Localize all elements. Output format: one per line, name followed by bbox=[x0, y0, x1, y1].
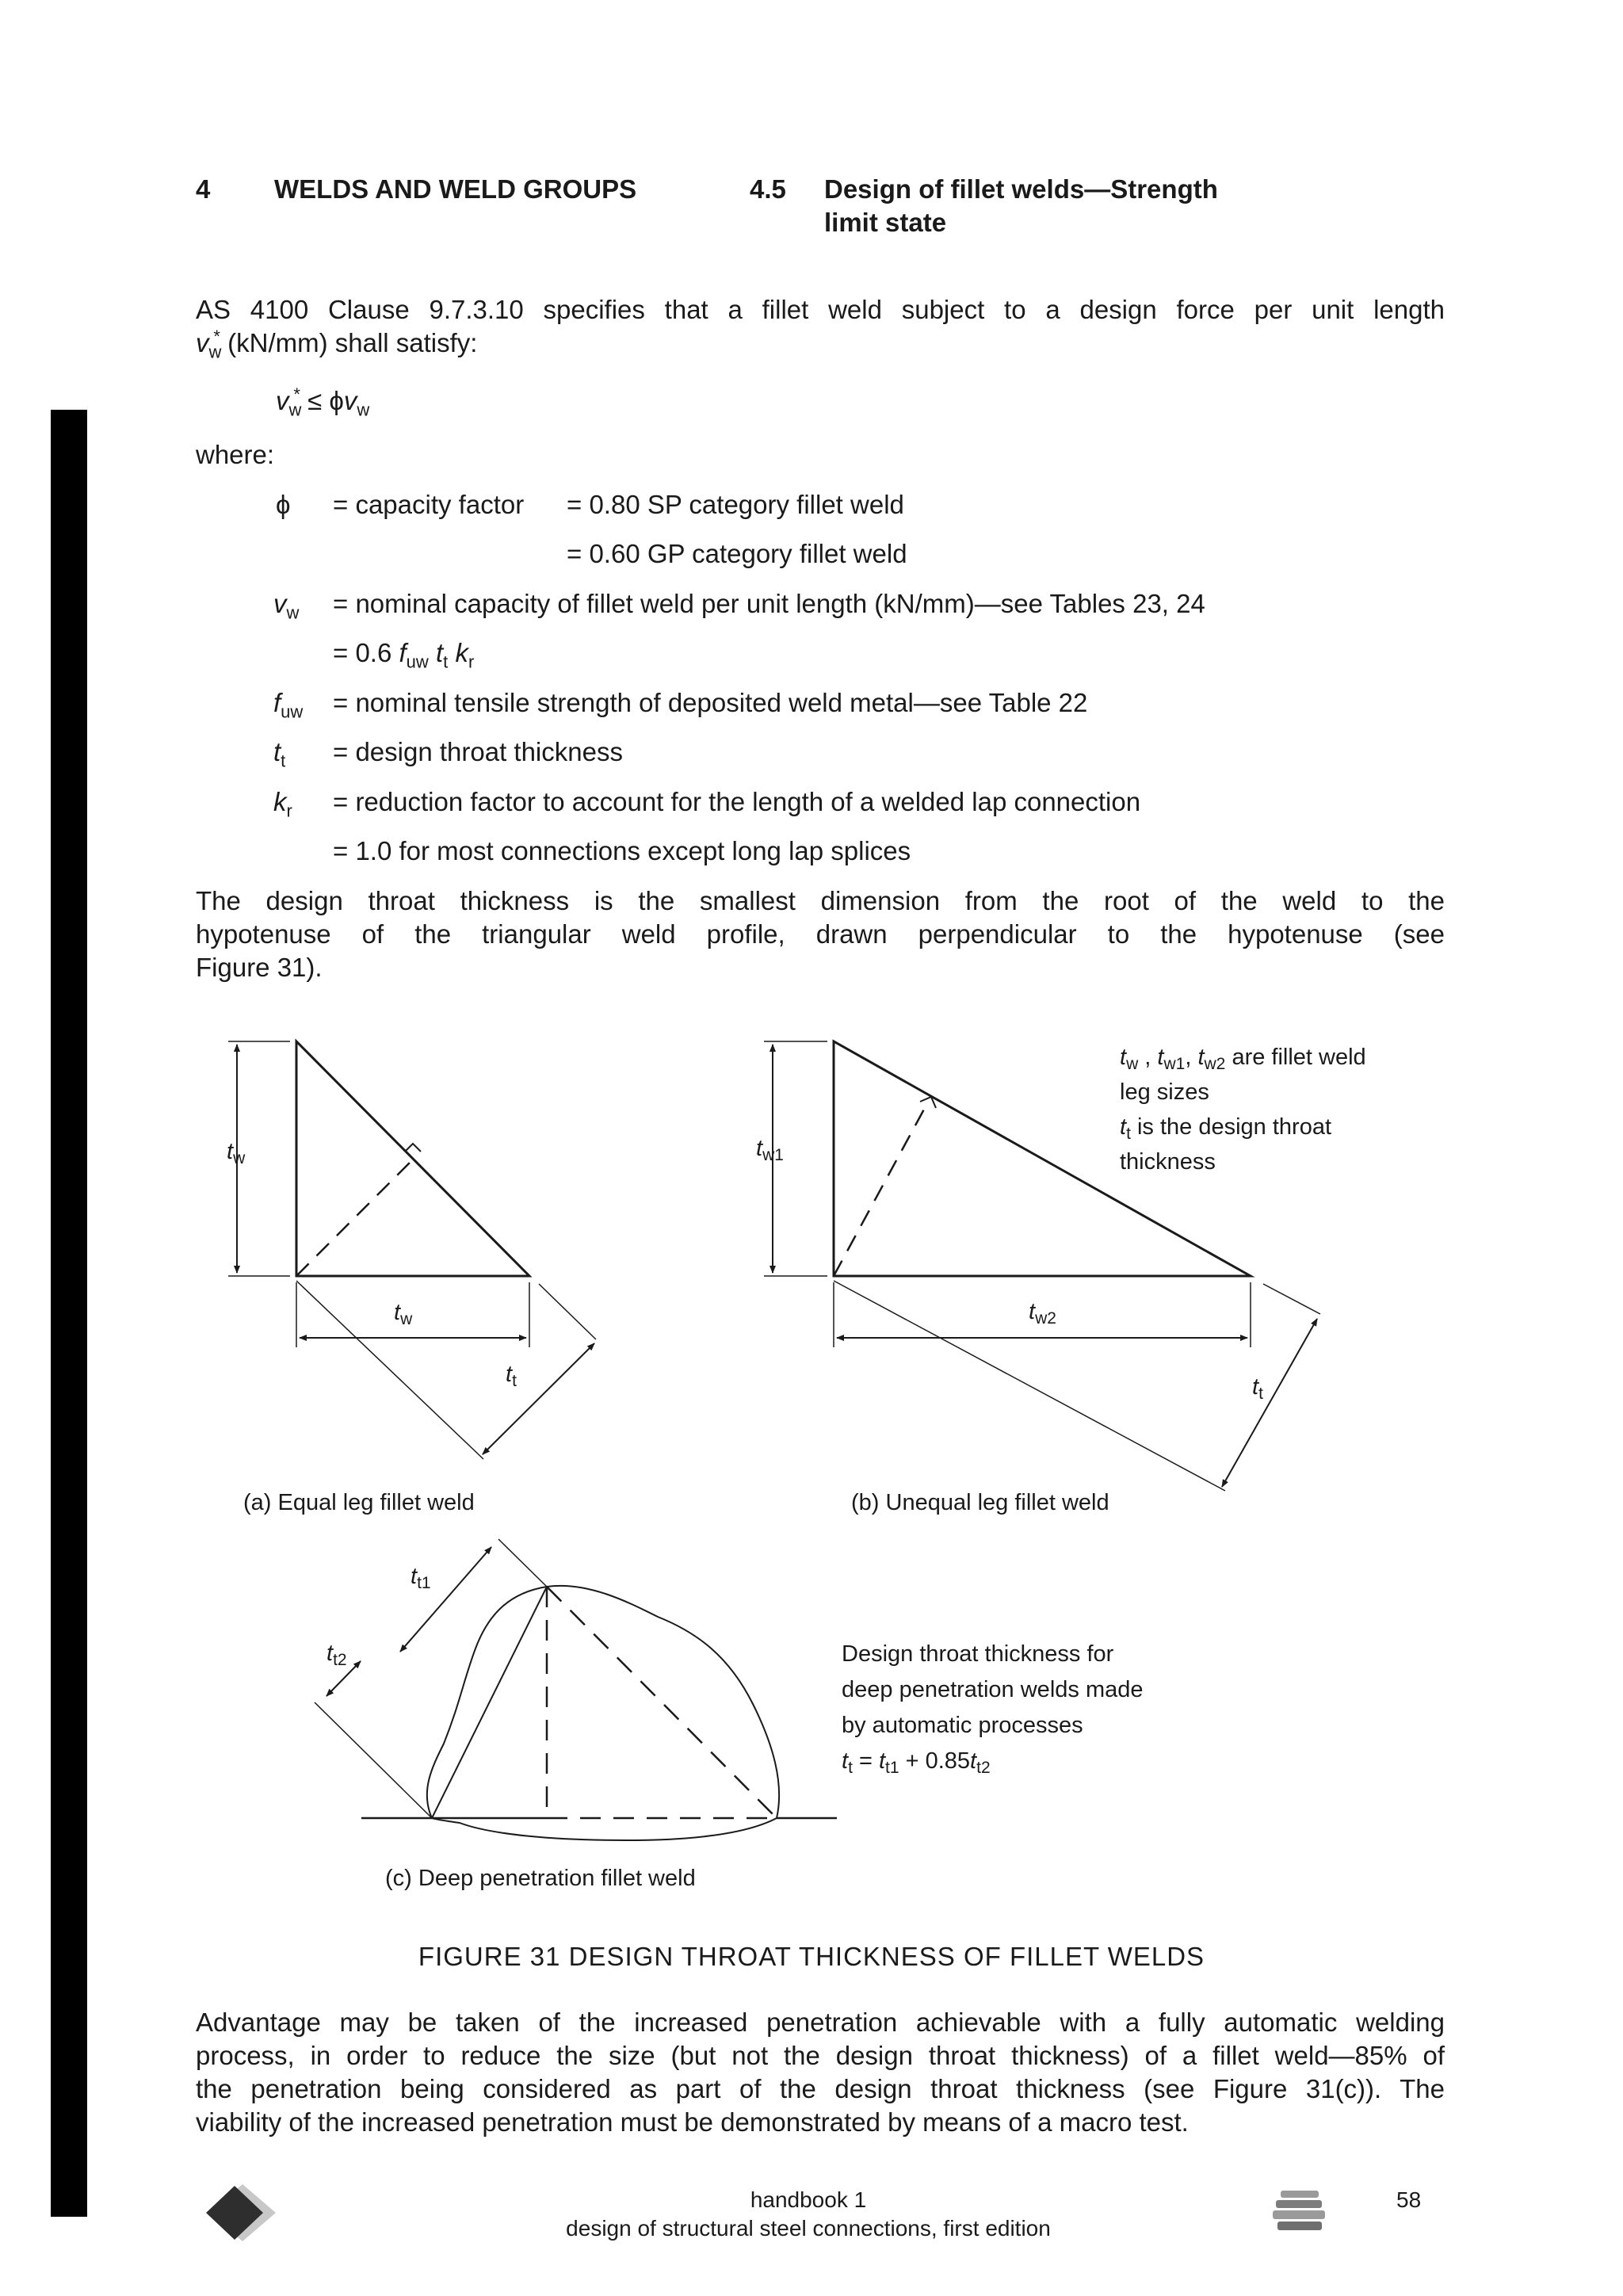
label-tw1: $t_{w1}$ bbox=[756, 1136, 784, 1164]
penetration-line4: viability of the increased penetration must be demonstrated by means of a macro test. bbox=[196, 2107, 1189, 2137]
throat-line1: The design throat thickness is the smallest dimension from the root of the weld to the bbox=[196, 886, 1445, 915]
symbol-fuw: $f_{uw}$ bbox=[273, 688, 304, 722]
caption-equal-leg: (a) Equal leg fillet weld bbox=[243, 1490, 475, 1515]
penetration-line1: Advantage may be taken of the increased penetration achievable with a fully automatic welding bbox=[196, 2008, 1445, 2037]
fuw-definition: = nominal tensile strength of deposited weld metal—see Table 22 bbox=[333, 688, 1088, 717]
symbol-vw: $v_w$ bbox=[273, 589, 300, 623]
label-tt2: $t_{t2}$ bbox=[327, 1641, 347, 1669]
unequal-leg-weld-diagram bbox=[764, 1041, 1320, 1491]
tt-definition: = design throat thickness bbox=[333, 737, 623, 766]
throat-line3: Figure 31). bbox=[196, 953, 323, 982]
right-angle-mark-a bbox=[405, 1144, 421, 1152]
page-number: 58 bbox=[1396, 2187, 1422, 2212]
symbol-kr: $k_r$ bbox=[273, 787, 292, 821]
note-b-line2: leg sizes bbox=[1120, 1079, 1209, 1105]
note-c-line2: deep penetration welds made bbox=[842, 1677, 1144, 1702]
publisher-logo bbox=[204, 2181, 284, 2244]
note-b-line3: $t_t$ is the design throat bbox=[1120, 1114, 1332, 1143]
label-tt-a: $t_t$ bbox=[506, 1362, 517, 1390]
label-tw-vertical-a: $t_w$ bbox=[227, 1139, 246, 1167]
unequal-leg-throat-line bbox=[834, 1106, 926, 1276]
symbol-tt: $t_t$ bbox=[273, 737, 286, 771]
footer-text bbox=[491, 2186, 1125, 2243]
footer-line1: handbook 1 bbox=[750, 2187, 867, 2212]
phi-value-sp: = 0.80 SP category fillet weld bbox=[567, 490, 904, 519]
section-title-line2: limit state bbox=[824, 208, 947, 237]
note-c-formula: $t_t = t_{t1} + 0.85t_{t2}$ bbox=[842, 1748, 991, 1777]
penetration-profile bbox=[427, 1586, 779, 1840]
equal-leg-triangle bbox=[296, 1041, 529, 1276]
footer-line2: design of structural steel connections, first edition bbox=[566, 2216, 1051, 2241]
note-b-line4: thickness bbox=[1120, 1149, 1216, 1175]
vw-equation: = 0.6 $f_{uw}$ $t_t$ $k_r$ bbox=[333, 638, 475, 672]
book-stack-icon bbox=[1270, 2187, 1330, 2235]
label-tw-horizontal-a: $t_w$ bbox=[394, 1300, 413, 1328]
note-b-line1: $t_w$ , $t_{w1}$, $t_{w2}$ are fillet weld bbox=[1120, 1045, 1366, 1073]
label-tt1: $t_{t1}$ bbox=[411, 1564, 431, 1592]
equal-leg-throat-line bbox=[296, 1159, 413, 1276]
throat-dimension-a bbox=[483, 1343, 594, 1454]
intro-line2: $v_w^*$ (kN/mm) shall satisfy: bbox=[196, 327, 478, 362]
phi-value-gp: = 0.60 GP category fillet weld bbox=[567, 539, 907, 568]
penetration-paragraph bbox=[196, 2006, 1445, 2139]
weld-hypotenuse-dashed bbox=[547, 1587, 777, 1818]
where-label: where: bbox=[196, 440, 275, 469]
throat-line2: hypotenuse of the triangular weld profile, drawn perpendicular to the hypotenuse (see bbox=[196, 919, 1445, 949]
chapter-number: 4 bbox=[196, 174, 211, 204]
kr-value: = 1.0 for most connections except long lap splices bbox=[333, 836, 911, 865]
chapter-title: WELDS AND WELD GROUPS bbox=[274, 174, 637, 204]
phi-definition: = capacity factor bbox=[333, 490, 525, 519]
section-number: 4.5 bbox=[750, 174, 786, 204]
throat-dimension-b bbox=[1222, 1319, 1317, 1487]
note-c-line1: Design throat thickness for bbox=[842, 1641, 1114, 1667]
label-tw2: $t_{w2}$ bbox=[1029, 1299, 1056, 1328]
symbol-phi: ϕ bbox=[276, 490, 291, 519]
penetration-line3: the penetration being considered as part of the design throat thickness (see Figure 31(c)). The bbox=[196, 2074, 1445, 2103]
caption-unequal-leg: (b) Unequal leg fillet weld bbox=[851, 1490, 1109, 1515]
equal-leg-weld-diagram bbox=[228, 1041, 596, 1459]
label-tt-b: $t_t$ bbox=[1252, 1374, 1263, 1403]
kr-definition: = reduction factor to account for the length of a welded lap connection bbox=[333, 787, 1141, 816]
strength-equation: $v_w^* \le \phi v_w$ bbox=[276, 384, 370, 420]
section-title-line1: Design of fillet welds—Strength bbox=[824, 174, 1218, 204]
note-c-line3: by automatic processes bbox=[842, 1713, 1083, 1738]
penetration-line2: process, in order to reduce the size (but not the design throat thickness) of a fillet weld—85% of bbox=[196, 2041, 1445, 2070]
throat-dimension-t1 bbox=[400, 1547, 491, 1652]
caption-deep-penetration: (c) Deep penetration fillet weld bbox=[385, 1866, 696, 1891]
deep-penetration-weld-diagram bbox=[315, 1539, 837, 1840]
vw-definition: = nominal capacity of fillet weld per unit length (kN/mm)—see Tables 23, 24 bbox=[333, 589, 1205, 618]
figure-title: FIGURE 31 DESIGN THROAT THICKNESS OF FILLET WELDS bbox=[418, 1942, 1205, 1971]
intro-line1: AS 4100 Clause 9.7.3.10 specifies that a fillet weld subject to a design force per unit length bbox=[196, 295, 1445, 324]
